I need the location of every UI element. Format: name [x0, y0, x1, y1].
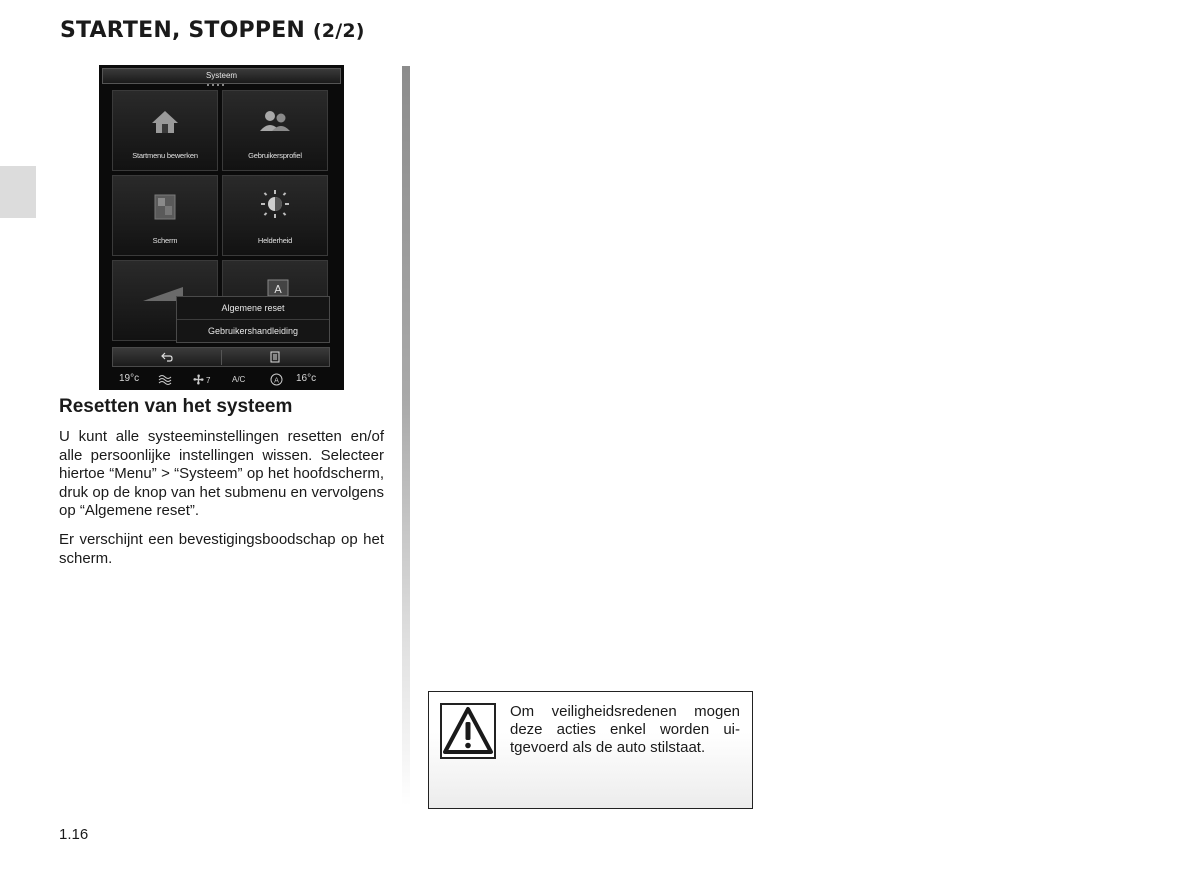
section-heading: Resetten van het systeem [59, 396, 293, 417]
page-title-text: STARTEN, STOPPEN [60, 18, 306, 43]
tile-label: Helderheid [257, 236, 293, 245]
document-icon [270, 351, 280, 363]
language-icon [267, 279, 289, 297]
tile-label: Startmenu bewerken [132, 151, 198, 160]
warning-triangle-icon [442, 705, 494, 757]
page-number: 1.16 [59, 826, 89, 843]
screen-icon [154, 194, 176, 220]
system-screen [99, 65, 344, 390]
air-distribution-icon[interactable] [158, 374, 172, 385]
home-icon [151, 109, 179, 135]
back-arrow-icon [161, 352, 173, 362]
temp-left[interactable]: 19°c [119, 373, 140, 384]
svg-text:A: A [274, 376, 279, 385]
fan-speed: 7 [206, 376, 211, 385]
page-indicator [207, 84, 227, 86]
auto-climate-icon[interactable] [270, 373, 283, 386]
tile-home-edit[interactable] [112, 90, 218, 171]
users-icon [258, 109, 292, 133]
screen-header: Systeem [102, 68, 341, 84]
brightness-icon [261, 190, 289, 218]
temp-right[interactable]: 16°c [296, 373, 317, 384]
menu-item-user-manual[interactable]: Gebruikershandleiding [207, 326, 299, 336]
tile-brightness[interactable] [222, 175, 328, 256]
tile-label: Scherm [152, 236, 178, 245]
paragraph-reset-instructions: U kunt alle systeeminstellingen resetten en/of alle persoonlijke instellingen wissen. Selecteer hiertoe “Menu” > “Systeem” op het hoofdscherm, druk op de knop van het submenu en vervolgens op “Algemene reset”. [59, 428, 384, 519]
climate-bar [99, 369, 344, 390]
paragraph-confirmation: Er verschijnt een bevestigingsboodschap op het scherm. [59, 531, 384, 567]
submenu-popup [176, 296, 330, 343]
warning-text: Om veiligheidsredenen mogen deze acties enkel worden uitgevoerd als de auto stilstaat. [510, 703, 740, 756]
svg-text:A: A [274, 283, 282, 296]
tile-screen[interactable] [112, 175, 218, 256]
menu-item-general-reset[interactable]: Algemene reset [177, 297, 329, 320]
ac-button[interactable]: A/C [232, 375, 246, 384]
warning-box [428, 691, 753, 809]
fan-icon[interactable] [193, 374, 204, 385]
back-button[interactable] [113, 348, 221, 366]
page-title-suffix: (2/2) [312, 20, 365, 42]
screen-bottom-bar [112, 347, 330, 367]
page-title [60, 18, 365, 43]
tile-label: Gebruikersprofiel [248, 151, 302, 160]
column-divider [402, 66, 410, 806]
manual-button[interactable] [221, 348, 329, 366]
chapter-tab [0, 166, 36, 218]
warning-icon-frame [440, 703, 496, 759]
tile-user-profile[interactable] [222, 90, 328, 171]
